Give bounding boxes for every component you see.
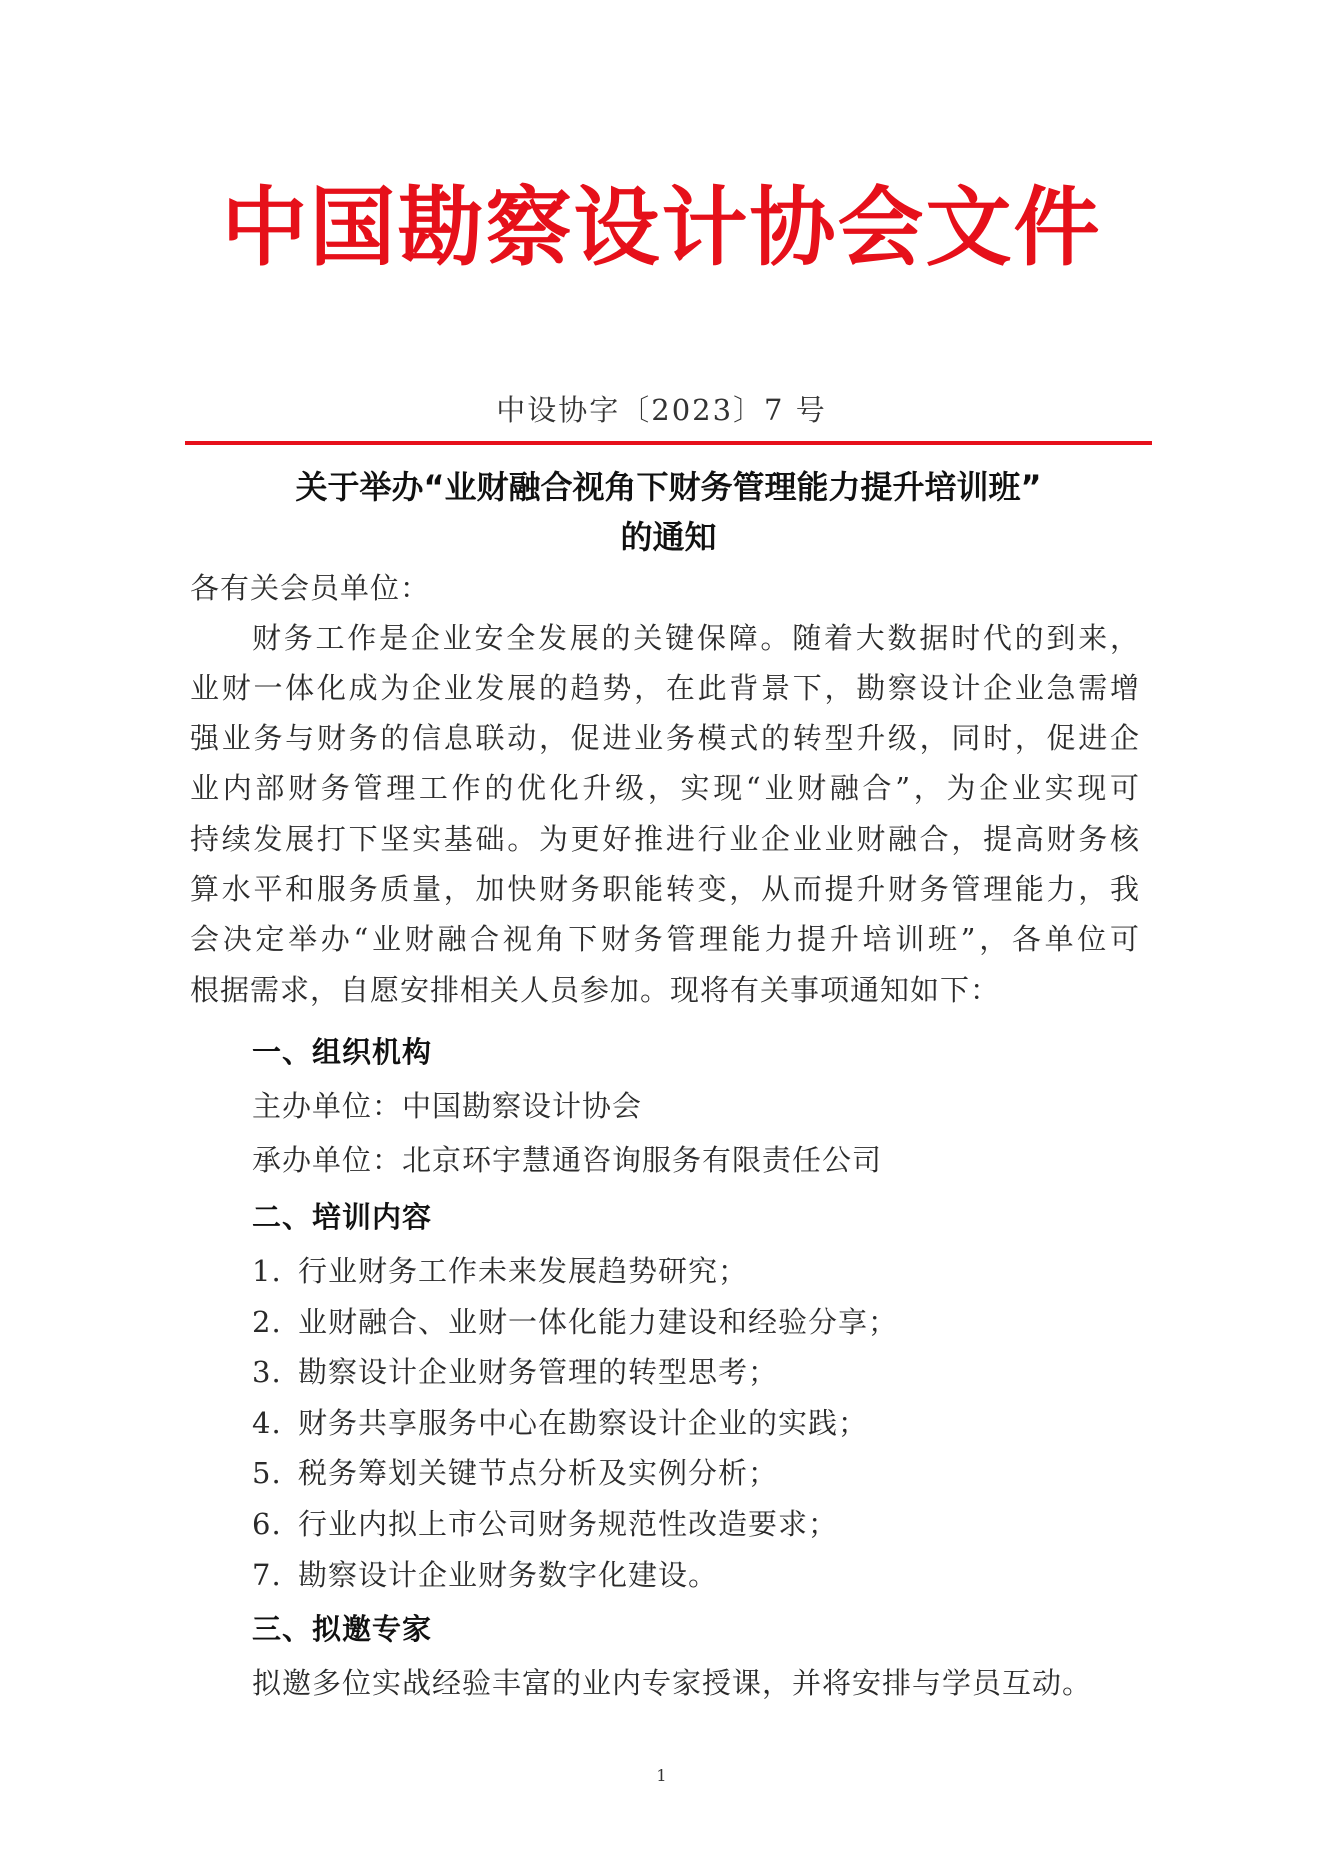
training-item bbox=[252, 1502, 838, 1546]
intro-paragraph-line: 业财一体化成为企业发展的趋势，在此背景下，勘察设计企业急需增 bbox=[190, 671, 1140, 705]
organizer-unit: 承办单位：北京环宇慧通咨询服务有限责任公司 bbox=[252, 1143, 883, 1177]
section-heading-training-content: 二、培训内容 bbox=[252, 1200, 433, 1234]
intro-paragraph-line: 算水平和服务质量，加快财务职能转变，从而提升财务管理能力，我 bbox=[190, 872, 1140, 906]
training-item-number: 7. bbox=[252, 1558, 282, 1592]
section-heading-experts: 三、拟邀专家 bbox=[252, 1612, 433, 1646]
intro-paragraph-line: 持续发展打下坚实基础。为更好推进行业企业业财融合，提高财务核 bbox=[190, 822, 1140, 856]
training-item-text: 勘察设计企业财务数字化建设。 bbox=[298, 1558, 719, 1592]
training-item bbox=[252, 1350, 778, 1394]
training-item bbox=[252, 1249, 748, 1293]
intro-paragraph-line: 业内部财务管理工作的优化升级，实现“业财融合”，为企业实现可 bbox=[190, 771, 1140, 805]
training-item-text: 税务筹划关键节点分析及实例分析； bbox=[298, 1456, 779, 1490]
training-item-text: 行业财务工作未来发展趋势研究； bbox=[298, 1254, 749, 1288]
page-number: 1 bbox=[656, 1766, 667, 1785]
training-item-number: 3. bbox=[252, 1355, 282, 1389]
red-divider-line bbox=[185, 441, 1152, 445]
letterhead-title: 中国勘察设计协会文件 bbox=[221, 178, 1102, 278]
training-item bbox=[252, 1553, 718, 1597]
intro-paragraph-line: 根据需求，自愿安排相关人员参加。现将有关事项通知如下： bbox=[190, 973, 1001, 1007]
training-item-text: 业财融合、业财一体化能力建设和经验分享； bbox=[298, 1305, 899, 1339]
training-item-number: 4. bbox=[252, 1406, 282, 1440]
host-unit: 主办单位：中国勘察设计协会 bbox=[252, 1089, 643, 1123]
experts-description: 拟邀多位实战经验丰富的业内专家授课，并将安排与学员互动。 bbox=[252, 1666, 1093, 1700]
training-item-number: 2. bbox=[252, 1305, 282, 1339]
training-item bbox=[252, 1300, 898, 1344]
training-item-text: 行业内拟上市公司财务规范性改造要求； bbox=[298, 1507, 839, 1541]
salutation: 各有关会员单位： bbox=[190, 571, 431, 605]
training-item-number: 6. bbox=[252, 1507, 282, 1541]
notice-title-line-2: 的通知 bbox=[620, 518, 717, 556]
training-item-number: 1. bbox=[252, 1254, 282, 1288]
training-item-text: 财务共享服务中心在勘察设计企业的实践； bbox=[298, 1406, 869, 1440]
intro-paragraph-line: 财务工作是企业安全发展的关键保障。随着大数据时代的到来， bbox=[252, 621, 1140, 655]
intro-paragraph-line: 会决定举办“业财融合视角下财务管理能力提升培训班”，各单位可 bbox=[190, 922, 1140, 956]
document-number: 中设协字〔2023〕7 号 bbox=[496, 393, 827, 427]
intro-paragraph-line: 强业务与财务的信息联动，促进业务模式的转型升级，同时，促进企 bbox=[190, 721, 1140, 755]
notice-title-line-1: 关于举办“业财融合视角下财务管理能力提升培训班” bbox=[295, 468, 1042, 506]
training-item-number: 5. bbox=[252, 1456, 282, 1490]
training-item bbox=[252, 1451, 778, 1495]
training-item-text: 勘察设计企业财务管理的转型思考； bbox=[298, 1355, 779, 1389]
section-heading-organization: 一、组织机构 bbox=[252, 1035, 433, 1069]
training-item bbox=[252, 1401, 868, 1445]
